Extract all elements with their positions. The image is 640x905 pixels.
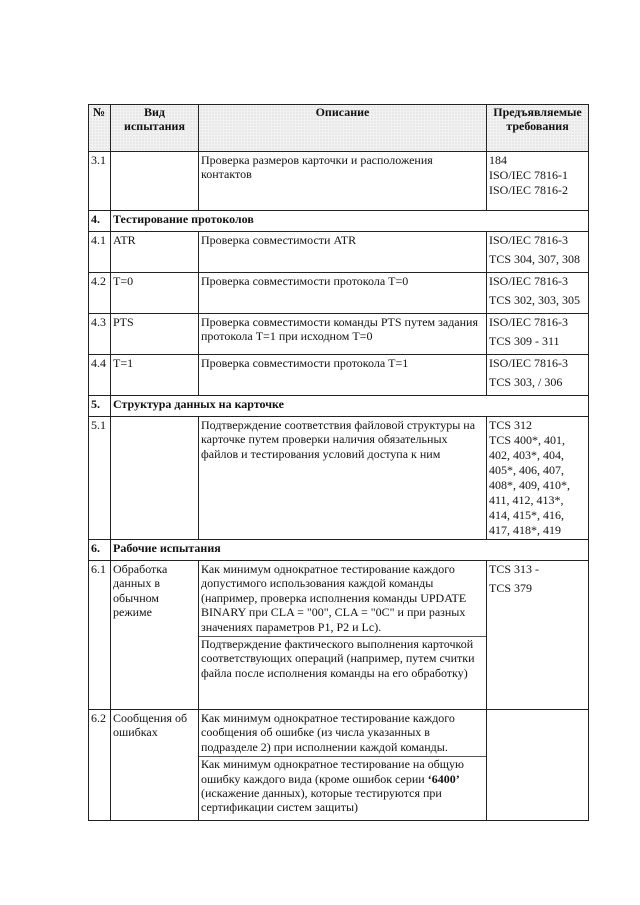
requirement-line: TCS 309 - 311 (489, 334, 560, 348)
row-number: 4.2 (89, 273, 111, 314)
requirement-line: TCS 312 (489, 418, 533, 432)
section-title: Структура данных на карточке (111, 396, 589, 417)
table-row (89, 417, 589, 540)
section-number: 5. (89, 396, 111, 417)
table-row (89, 710, 589, 821)
description-paragraph: Как минимум однократное тестирование каждого сообщения об ошибке (из числа указанных в подразделе 2) при исполнении каждой команды. (201, 711, 455, 754)
row-number: 6.2 (89, 710, 111, 821)
section-row (89, 396, 589, 417)
row-requirements (487, 417, 589, 540)
row-number: 4.3 (89, 314, 111, 355)
section-number: 4. (89, 211, 111, 232)
row-description: Проверка совместимости протокола T=0 (199, 273, 487, 314)
row-test-type: T=1 (111, 355, 199, 396)
text-segment: Как минимум однократное тестирование на общую ошибку каждого вида (кроме ошибок серии (201, 757, 464, 786)
row-requirements (487, 561, 589, 710)
requirement-line: ISO/IEC 7816-1 (489, 168, 568, 182)
header-requirements: Предъявляемые требования (487, 105, 589, 152)
description-paragraph: Как минимум однократное тестирование каждого допустимого использования каждой команды (например, проверка исполнения команды UPDATE BINARY при CLA = "00", CLA = "0C" и при разных значениях параметров P1, P2 и Lc). (201, 562, 467, 634)
row-test-type (111, 152, 199, 211)
requirement-line: 184 (489, 153, 507, 167)
row-requirements (487, 273, 589, 314)
requirement-line: TCS 313 - (489, 562, 540, 576)
row-requirements (487, 355, 589, 396)
requirement-line: TCS 379 (489, 581, 533, 595)
header-description: Описание (199, 105, 487, 152)
table-header-row (89, 105, 589, 152)
section-title: Тестирование протоколов (111, 211, 589, 232)
section-title: Рабочие испытания (111, 540, 589, 561)
row-requirements (487, 710, 589, 821)
section-number: 6. (89, 540, 111, 561)
row-test-type: PTS (111, 314, 199, 355)
table-row (89, 314, 589, 355)
table-row (89, 152, 589, 211)
test-spec-table (88, 104, 589, 821)
table-row (89, 232, 589, 273)
header-test-type: Вид испытания (111, 105, 199, 152)
requirement-line: ISO/IEC 7816-3 (489, 233, 568, 247)
row-number: 4.4 (89, 355, 111, 396)
row-requirements (487, 152, 589, 211)
error-code: ‘6400’ (427, 771, 460, 786)
requirement-line: ISO/IEC 7816-3 (489, 274, 568, 288)
row-test-type (111, 417, 199, 540)
row-number: 4.1 (89, 232, 111, 273)
section-row (89, 211, 589, 232)
row-description (199, 710, 487, 821)
description-paragraph: Подтверждение фактического выполнения карточкой соответствующих операций (например, путем считки файла после исполнения команды на его обработку) (201, 636, 475, 680)
row-test-type: ATR (111, 232, 199, 273)
row-description: Проверка размеров карточки и расположения контактов (199, 152, 487, 211)
row-requirements (487, 232, 589, 273)
text-segment: (искажение данных), которые тестируются при сертификации систем защиты) (201, 785, 442, 815)
requirement-line: TCS 304, 307, 308 (489, 252, 581, 266)
requirement-line: TCS 302, 303, 305 (489, 293, 581, 307)
row-test-type: Обработка данных в обычном режиме (111, 561, 199, 710)
row-description (199, 561, 487, 710)
description-paragraph (201, 757, 484, 815)
section-row (89, 540, 589, 561)
row-number: 3.1 (89, 152, 111, 211)
row-description: Проверка совместимости протокола T=1 (199, 355, 487, 396)
requirement-line: TCS 303, / 306 (489, 375, 563, 389)
row-number: 5.1 (89, 417, 111, 540)
requirement-line: ISO/IEC 7816-2 (489, 183, 568, 197)
header-number: № (89, 105, 111, 152)
requirement-line: ISO/IEC 7816-3 (489, 356, 568, 370)
table-row (89, 561, 589, 710)
table-row (89, 273, 589, 314)
requirement-line: ISO/IEC 7816-3 (489, 315, 568, 329)
row-number: 6.1 (89, 561, 111, 710)
requirement-line: TCS 400*, 401, 402, 403*, 404, 405*, 406, 407, 408*, 409, 410*, 411, 412, 413*, 414, 415*, 416, 417, 418*, 419 (489, 433, 570, 537)
row-description: Подтверждение соответствия файловой структуры на карточке путем проверки наличия обязательных файлов и тестирования условий доступа к ним (199, 417, 487, 540)
table-row (89, 355, 589, 396)
row-test-type: T=0 (111, 273, 199, 314)
row-description: Проверка совместимости команды PTS путем задания протокола T=1 при исходном T=0 (199, 314, 487, 355)
row-description: Проверка совместимости ATR (199, 232, 487, 273)
row-test-type: Сообщения об ошибках (111, 710, 199, 821)
row-requirements (487, 314, 589, 355)
